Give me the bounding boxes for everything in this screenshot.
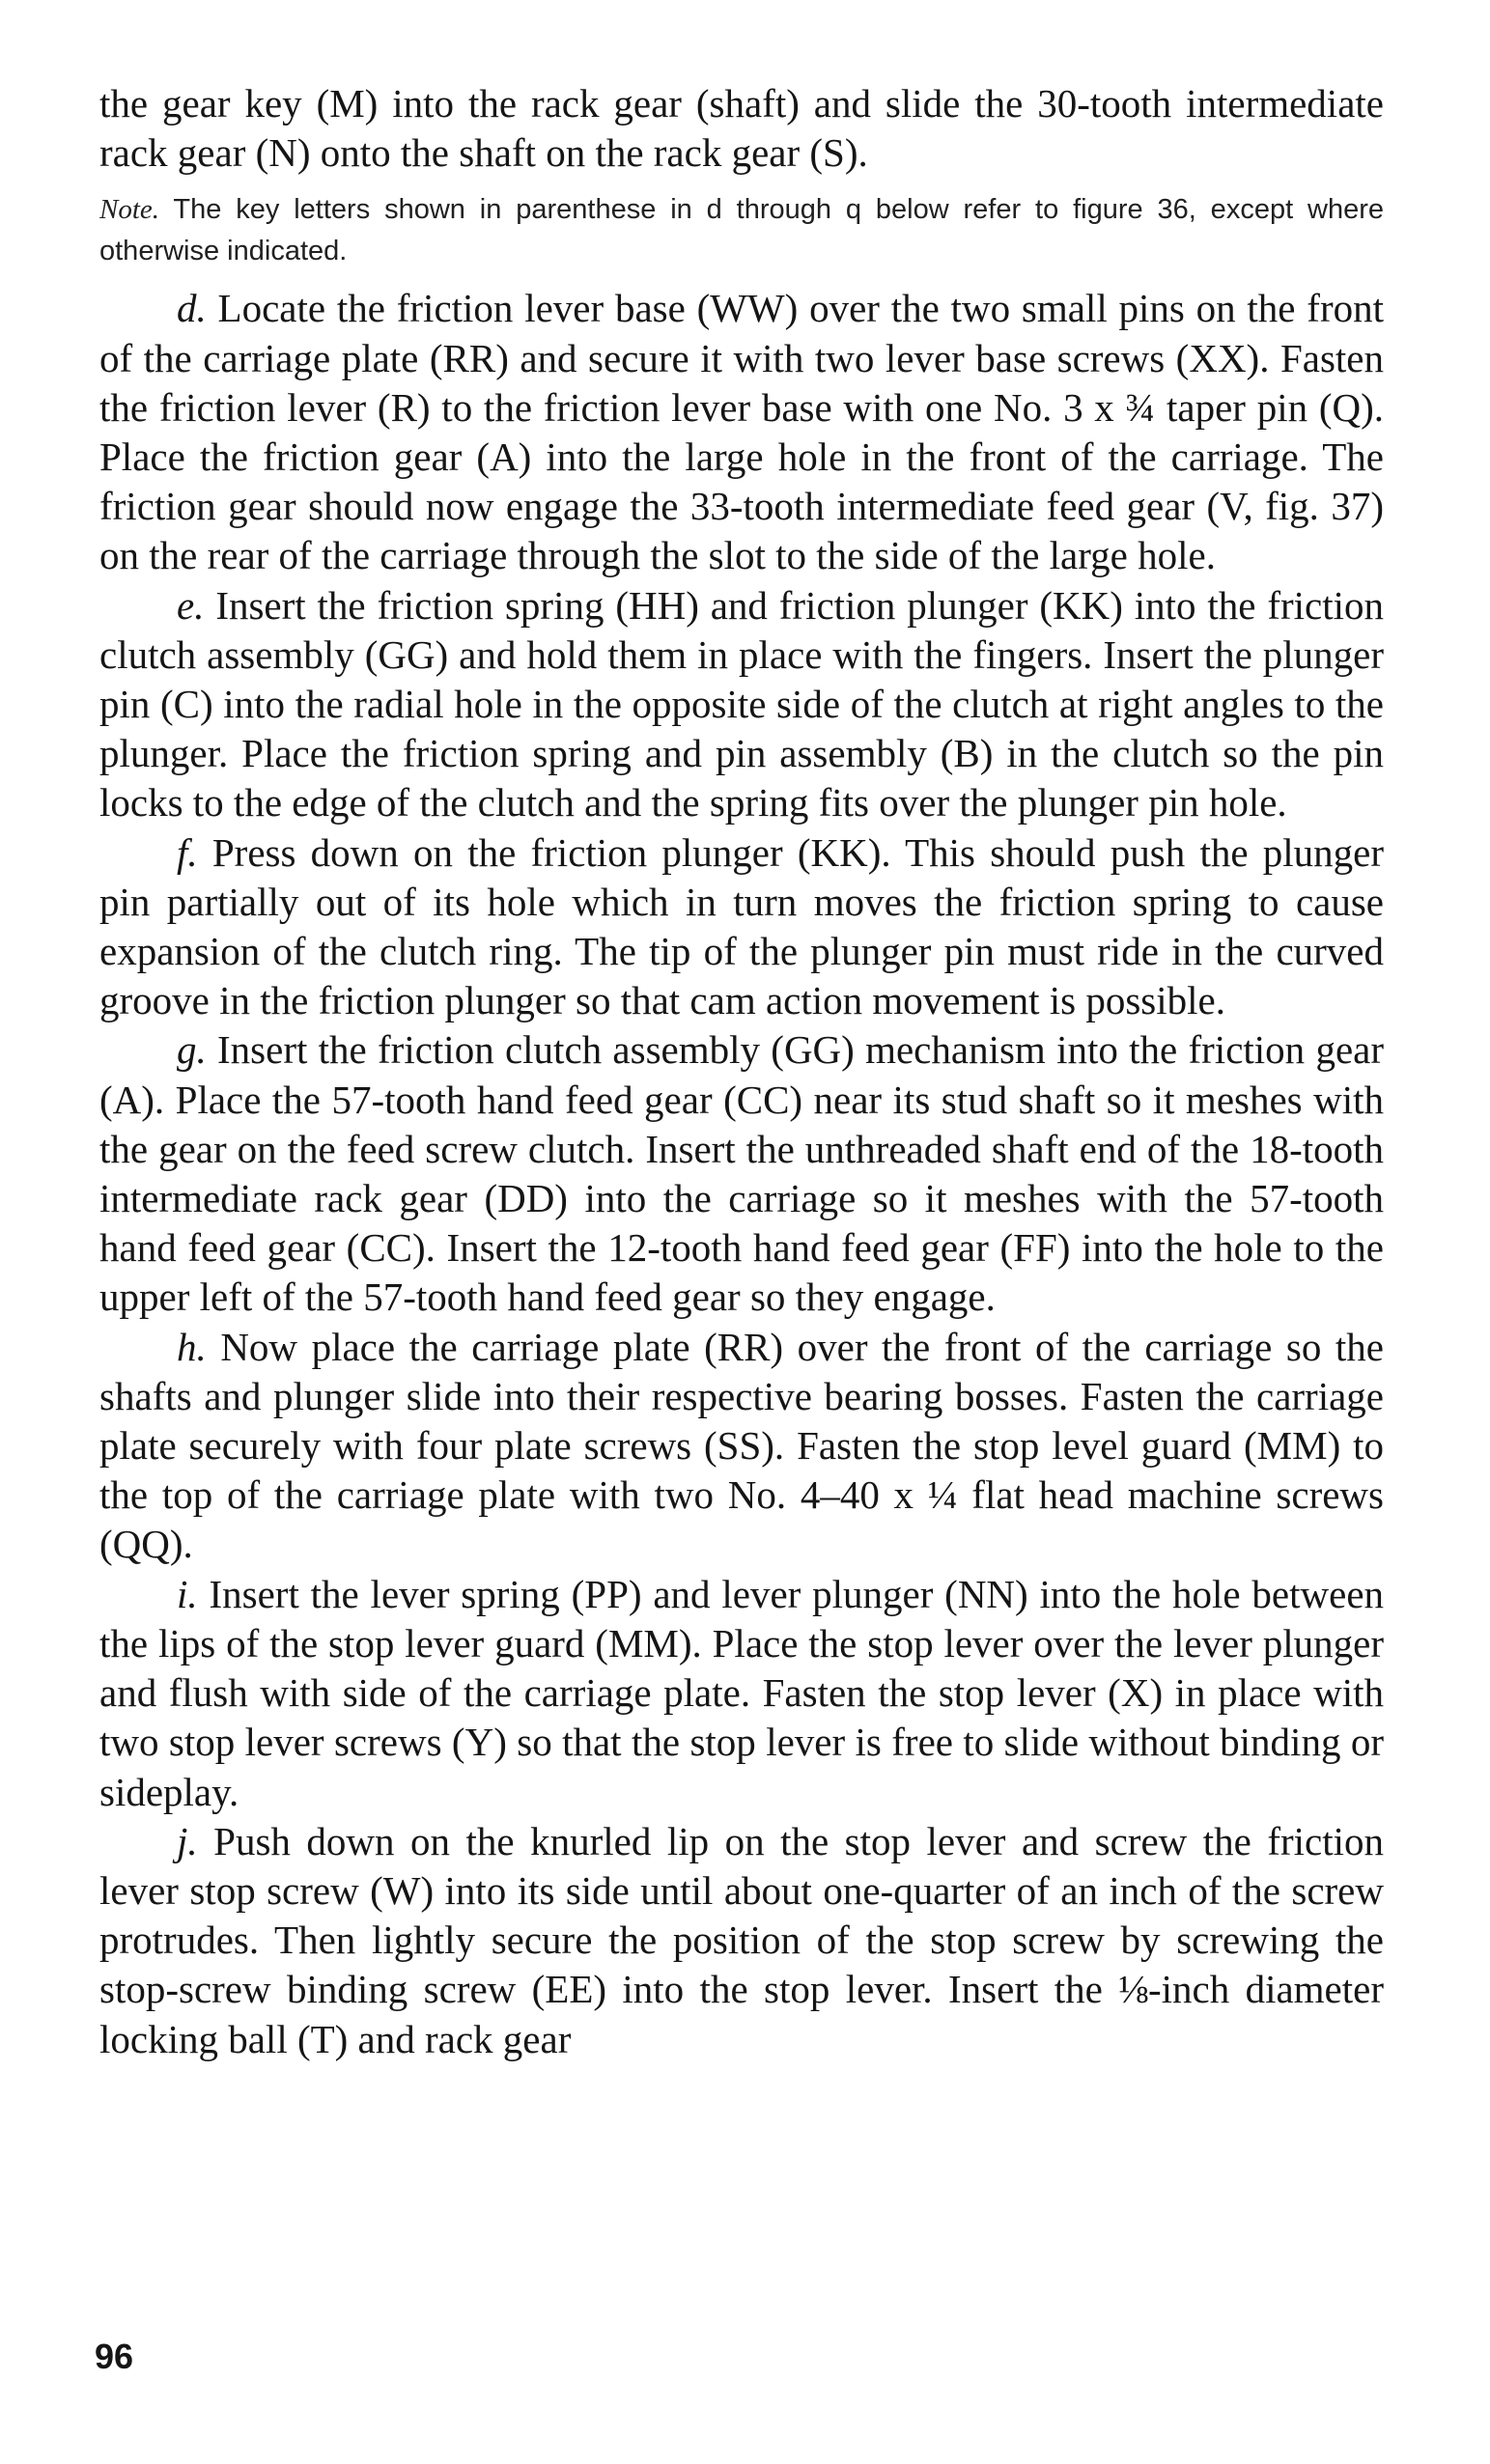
paragraph-text: Insert the friction spring (HH) and friction plunger (KK) into the friction clutch assembly (GG) and hold them in place with the fingers. Insert the plunger pin (C) into the radial hole in the opposite side of the clutch at right angles to the plunger. Place the friction spring and pin assembly (B) in the clutch so the pin locks to the edge of the clutch and the spring fits over the plunger pin hole.	[99, 582, 1384, 826]
paragraph-text: Insert the friction clutch assembly (GG) mechanism into the friction gear (A). Place the 57-tooth hand feed gear (CC) near its stud shaft so it meshes with the gear on the feed screw clutch. Insert the unthreaded shaft end of the 18-tooth intermediate rack gear (DD) into the carriage so it meshes with the 57-tooth hand feed gear (CC). Insert the 12-tooth hand feed gear (FF) into the hole to the upper left of the 57-tooth hand feed gear so they engage.	[99, 1027, 1385, 1320]
paragraph-text: Insert the lever spring (PP) and lever plunger (NN) into the hole between the lips of the stop lever guard (MM). Place the stop lever over the lever plunger and flush with side of the carriage plate. Fasten the stop lever (X) in place with two stop lever screws (Y) so that the stop lever is free to slide without binding or sideplay.	[99, 1571, 1385, 1814]
paragraph-marker: h.	[177, 1324, 207, 1369]
paragraph-marker: g.	[177, 1027, 207, 1073]
paragraph-e	[99, 581, 1384, 828]
paragraph-j	[99, 1817, 1384, 2064]
body-text	[99, 79, 1384, 2064]
intro-paragraph: the gear key (M) into the rack gear (shaft) and slide the 30-tooth intermediate rack gear (N) onto the shaft on the rack gear (S).	[99, 81, 1384, 176]
paragraph-marker: f.	[177, 829, 198, 875]
paragraph-i	[99, 1570, 1384, 1817]
paragraph-marker: j.	[177, 1818, 198, 1863]
paragraph-marker: e.	[177, 582, 205, 628]
note-paragraph	[99, 189, 1384, 272]
paragraph-g	[99, 1025, 1384, 1322]
paragraph-d	[99, 284, 1384, 580]
paragraph-marker: i.	[177, 1571, 198, 1616]
note-text: The key letters shown in parenthese in d through q below refer to figure 36, except where otherwise indicated.	[99, 194, 1384, 267]
paragraph-text: Push down on the knurled lip on the stop lever and screw the friction lever stop screw (W) into its side until about one-quarter of an inch of the screw protrudes. Then lightly secure the position of the stop screw by screwing the stop-screw binding screw (EE) into the stop lever. Insert the ⅛-inch diameter locking ball (T) and rack gear	[99, 1818, 1385, 2061]
paragraph-text: Now place the carriage plate (RR) over the front of the carriage so the shafts and plunger slide into their respective bearing bosses. Fasten the carriage plate securely with four plate screws (SS). Fasten the stop level guard (MM) to the top of the carriage plate with two No. 4–40 x ¼ flat head machine screws (QQ).	[99, 1324, 1384, 1567]
paragraph-f	[99, 828, 1384, 1026]
page-number: 96	[95, 2337, 134, 2376]
paragraph-marker: d.	[177, 286, 207, 331]
paragraph-h	[99, 1323, 1384, 1570]
paragraph-text: Press down on the friction plunger (KK). This should push the plunger pin partially out of its hole which in turn moves the friction spring to cause expansion of the clutch ring. The tip of the plunger pin must ride in the curved groove in the friction plunger so that cam action movement is possible.	[99, 829, 1384, 1023]
paragraph-text: Locate the friction lever base (WW) over the two small pins on the front of the carriage plate (RR) and secure it with two lever base screws (XX). Fasten the friction lever (R) to the friction lever base with one No. 3 x ¾ taper pin (Q). Place the friction gear (A) into the large hole in the front of the carriage. The friction gear should now engage the 33-tooth intermediate feed gear (V, fig. 37) on the rear of the carriage through the slot to the side of the large hole.	[99, 286, 1384, 578]
note-label: Note.	[99, 194, 160, 226]
